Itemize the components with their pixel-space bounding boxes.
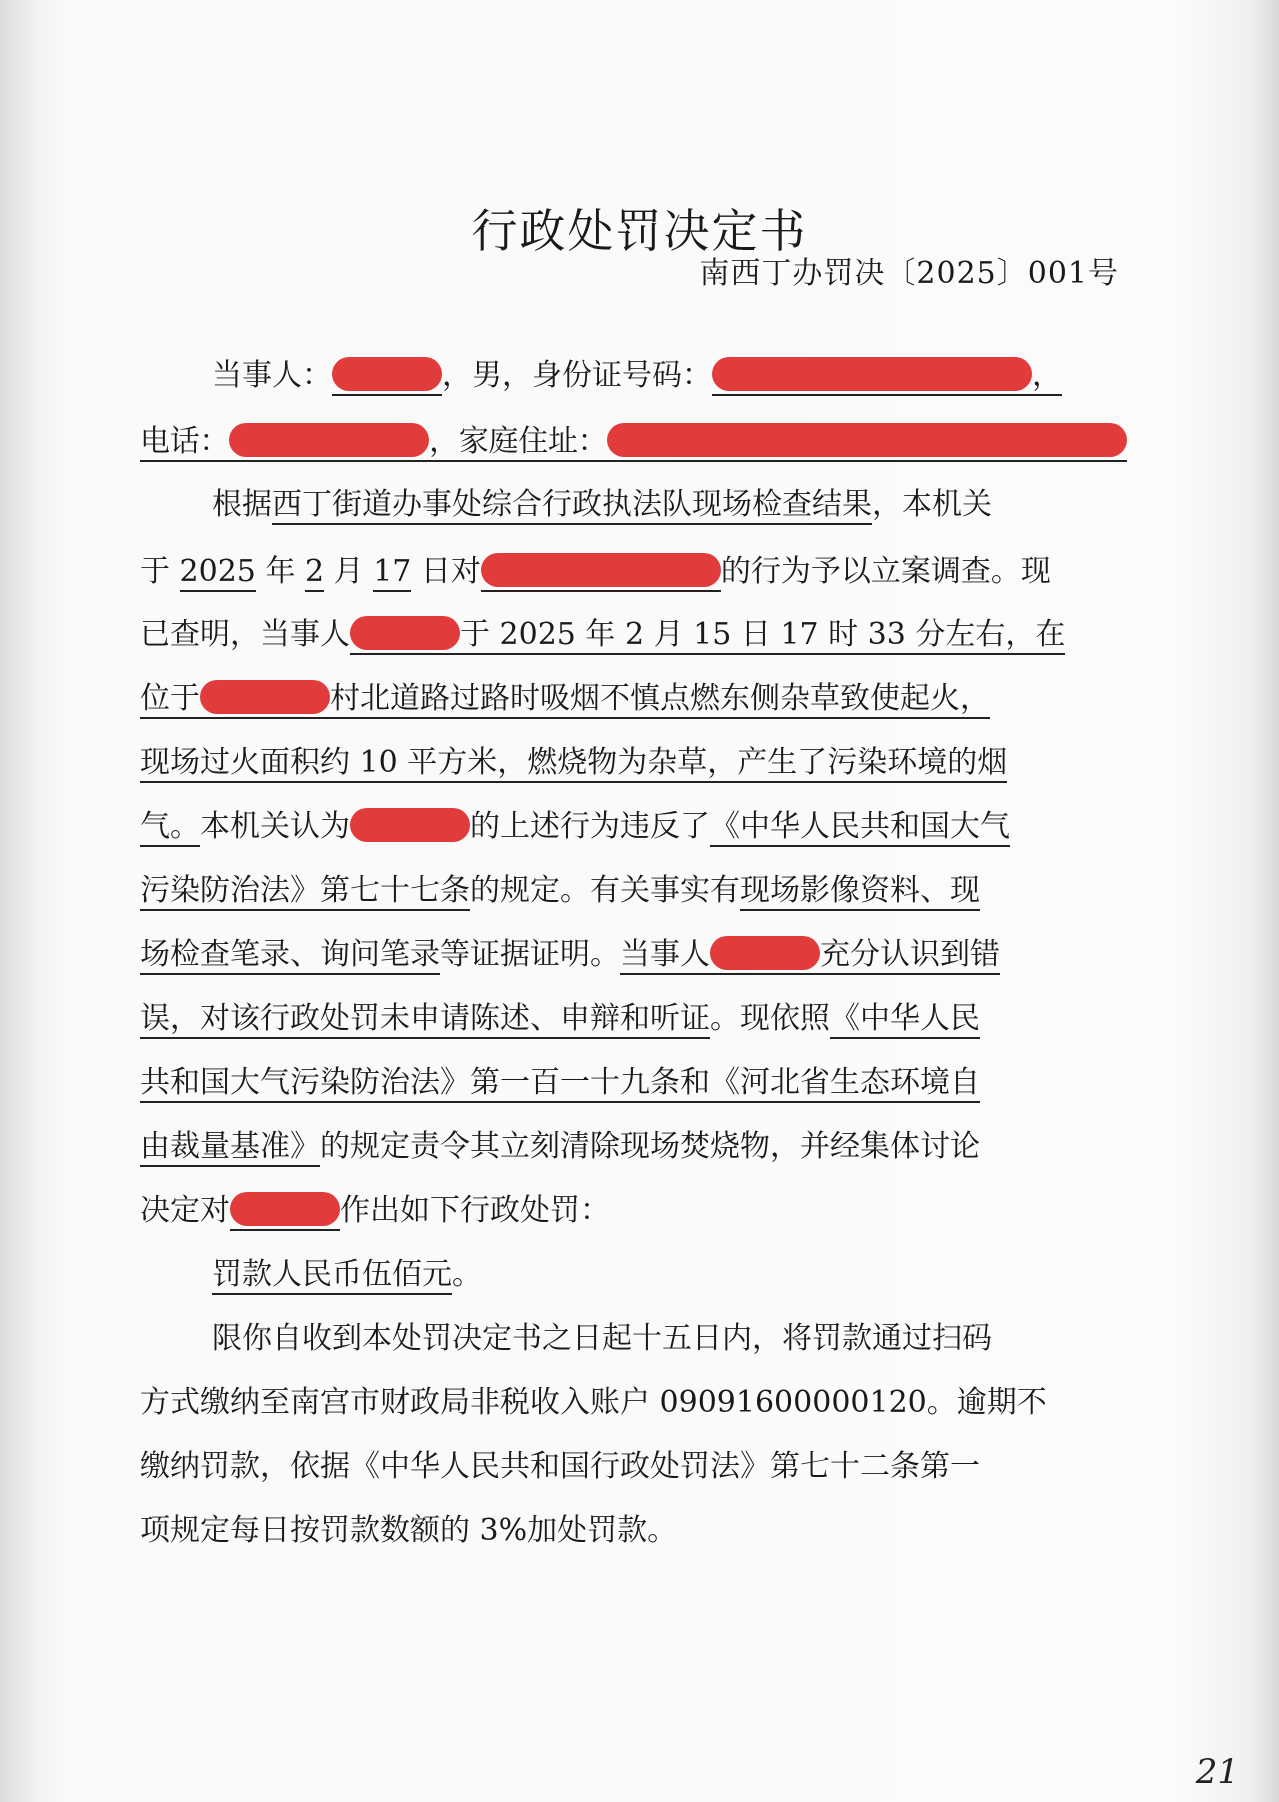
body-line: 误，对该行政处罚未申请陈述、申辩和听证。现依照《中华人民 (140, 999, 1125, 1039)
page-number: 21 (1195, 1752, 1239, 1792)
document-title: 行政处罚决定书 (471, 204, 808, 258)
body-line: 位于 村北道路过路时吸烟不慎点燃东侧杂草致使起火， (140, 679, 1125, 719)
body-line: 气。本机关认为 的上述行为违反了《中华人民共和国大气 (140, 807, 1125, 847)
redacted-village (200, 680, 330, 714)
body-line: 共和国大气污染防治法》第一百一十九条和《河北省生态环境自 (140, 1063, 1125, 1103)
redacted-name (350, 808, 470, 842)
body-line: 限你自收到本处罚决定书之日起十五日内，将罚款通过扫码 (212, 1321, 992, 1356)
redacted-name (710, 936, 820, 970)
body-line: 现场过火面积约 10 平方米，燃烧物为杂草，产生了污染环境的烟 (140, 743, 1125, 783)
redacted-id-number (712, 357, 1032, 391)
redacted-phone (229, 423, 429, 457)
document-number: 南西丁办罚决〔2025〕001号 (699, 256, 1119, 291)
party-line: 当事人： ，男，身份证号码： ， (140, 356, 1125, 396)
redacted-address (607, 423, 1127, 457)
body-line: 由裁量基准》的规定责令其立刻清除现场焚烧物，并经集体讨论 (140, 1127, 1125, 1167)
body-line: 于 2025 年 2 月 17 日对 的行为予以立案调查。现 (140, 552, 1125, 592)
redacted-name (332, 357, 442, 391)
body-line: 根据西丁街道办事处综合行政执法队现场检查结果，本机关 (140, 485, 1125, 525)
body-line: 缴纳罚款，依据《中华人民共和国行政处罚法》第七十二条第一 (140, 1449, 980, 1484)
redacted-name (481, 553, 721, 587)
body-line: 项规定每日按罚款数额的 3%加处罚款。 (140, 1513, 678, 1548)
party-label: 当事人： (212, 358, 332, 393)
body-line: 场检查笔录、询问笔录等证据证明。当事人 充分认识到错 (140, 935, 1125, 975)
penalty-line: 罚款人民币伍佰元。 (140, 1255, 1125, 1295)
contact-line: 电话： ，家庭住址： (140, 422, 1125, 462)
body-line: 已查明，当事人 于 2025 年 2 月 15 日 17 时 33 分左右，在 (140, 615, 1125, 655)
body-line: 决定对 作出如下行政处罚： (140, 1191, 1125, 1231)
redacted-name (230, 1192, 340, 1226)
body-line: 方式缴纳至南宫市财政局非税收入账户 09091600000120。逾期不 (140, 1385, 1047, 1420)
penalty-amount: 罚款人民币伍佰元 (212, 1257, 452, 1295)
redacted-name (350, 616, 460, 650)
body-line: 污染防治法》第七十七条的规定。有关事实有现场影像资料、现 (140, 871, 1125, 911)
